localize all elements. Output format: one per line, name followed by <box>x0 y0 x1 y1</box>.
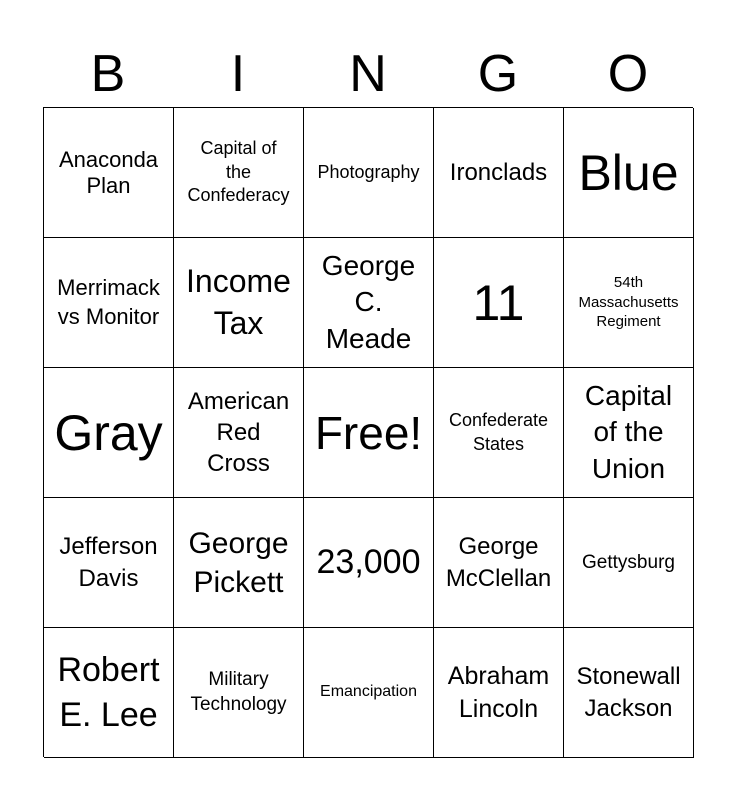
cell-label: Stonewall Jackson <box>576 663 681 722</box>
cell-label: Capital of the Confederacy <box>187 138 290 206</box>
bingo-cell[interactable] <box>174 108 304 238</box>
bingo-cell[interactable] <box>44 108 174 238</box>
bingo-cell[interactable] <box>304 238 434 368</box>
bingo-cell[interactable] <box>304 368 434 498</box>
bingo-cell[interactable] <box>44 628 174 758</box>
cell-label: Income Tax <box>186 262 291 341</box>
header-letter-b: B <box>90 45 126 103</box>
cell-label: American Red Cross <box>187 387 290 478</box>
cell-label: Military Technology <box>190 668 287 715</box>
cell-label: George Pickett <box>188 526 289 599</box>
bingo-cell[interactable] <box>434 238 564 368</box>
bingo-cell[interactable] <box>564 628 694 758</box>
cell-label: George McClellan <box>445 533 552 592</box>
header-letter-g: G <box>477 45 519 103</box>
cell-label: Gettysburg <box>582 551 675 573</box>
cell-label: Robert E. Lee <box>57 651 160 734</box>
header-letter-i: I <box>230 45 246 103</box>
bingo-cell[interactable] <box>564 238 694 368</box>
cell-label: 11 <box>472 274 525 331</box>
cell-label: Confederate States <box>448 410 549 454</box>
bingo-cell[interactable] <box>564 108 694 238</box>
cell-label: Free! <box>314 406 423 459</box>
bingo-cell[interactable] <box>434 368 564 498</box>
cell-label: Anaconda Plan <box>58 147 159 198</box>
cell-label: Gray <box>54 404 163 461</box>
bingo-cell[interactable] <box>434 628 564 758</box>
header-letter-n: N <box>349 45 387 103</box>
cell-label: Photography <box>317 162 420 183</box>
bingo-cell[interactable] <box>564 368 694 498</box>
bingo-cell[interactable] <box>44 498 174 628</box>
header-letter-o: O <box>607 45 649 103</box>
bingo-header <box>43 40 693 108</box>
cell-label: Ironclads <box>449 158 548 186</box>
bingo-board <box>43 107 693 757</box>
bingo-cell[interactable] <box>304 628 434 758</box>
bingo-cell[interactable] <box>434 108 564 238</box>
cell-label: Emancipation <box>320 683 417 701</box>
bingo-cell[interactable] <box>304 108 434 238</box>
cell-label: 23,000 <box>316 542 421 581</box>
cell-label: Jefferson Davis <box>59 533 158 592</box>
cell-label: Capital of the Union <box>584 379 673 484</box>
bingo-cell[interactable] <box>44 368 174 498</box>
bingo-cell[interactable] <box>44 238 174 368</box>
cell-label: Abraham Lincoln <box>447 662 550 723</box>
cell-label: George C. Meade <box>321 249 416 354</box>
bingo-cell[interactable] <box>174 238 304 368</box>
bingo-cell[interactable] <box>174 498 304 628</box>
bingo-cell[interactable] <box>564 498 694 628</box>
bingo-cell[interactable] <box>304 498 434 628</box>
bingo-cell[interactable] <box>174 628 304 758</box>
bingo-cell[interactable] <box>434 498 564 628</box>
cell-label: Merrimack vs Monitor <box>57 274 160 329</box>
cell-label: 54th Massachusetts Regiment <box>578 274 679 331</box>
bingo-cell[interactable] <box>174 368 304 498</box>
cell-label: Blue <box>578 144 679 201</box>
